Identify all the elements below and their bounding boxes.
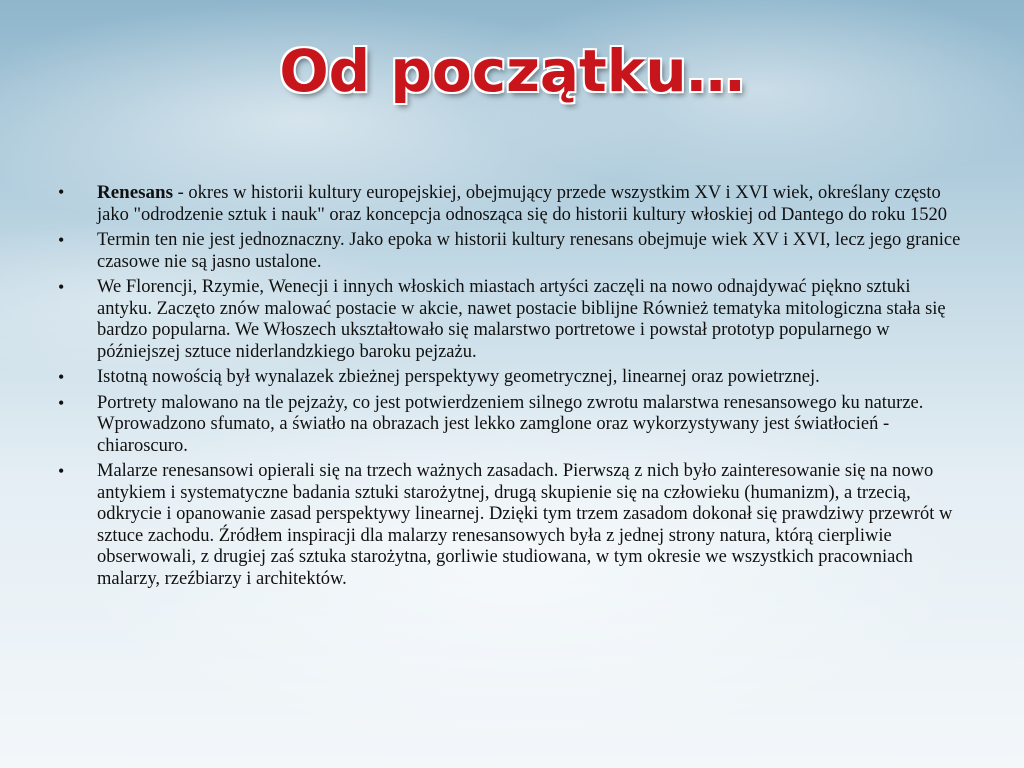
list-item-text: Malarze renesansowi opierali się na trzech ważnych zasadach. Pierwszą z nich było zainteresowanie się na nowo antykiem i systematyczne badania sztuki starożytnej, drugą skupienie się na człowieku (humanizm), a trzecią, odkrycie i opanowanie zasad perspektywy linearnej. Dzięki tym trzem zasadom dokonał się prawdziwy przewrót w sztuce zachodu. Źródłem inspiracji dla malarzy renesansowych była z jednej strony natura, którą cierpliwie obserwowali, z drugiej zaś sztuka starożytna, gorliwie studiowana, w tym okresie we wszystkich pracowniach malarzy, rzeźbiarzy i architektów.: [97, 461, 953, 589]
list-item-text: We Florencji, Rzymie, Wenecji i innych włoskich miastach artyści zaczęli na nowo odnajdywać piękno sztuki antyku. Zaczęto znów malować postacie w akcie, nawet postacie biblijne Również tematyka mitologiczna stała się bardzo popularna. We Włoszech ukształtowało się malarstwo portretowe i powstał prototyp popularnego w późniejszej sztuce niderlandzkiego baroku pejzażu.: [97, 277, 946, 362]
list-item-text: Termin ten nie jest jednoznaczny. Jako epoka w historii kultury renesans obejmuje wiek XV i XVI, lecz jego granice czasowe nie są jasno ustalone.: [97, 230, 961, 272]
list-item: [58, 367, 968, 389]
bullet-icon: •: [58, 182, 65, 202]
bullet-icon: •: [58, 230, 65, 250]
list-item-text: Portrety malowano na tle pejzaży, co jest potwierdzeniem silnego zwrotu malarstwa renesansowego ku naturze. Wprowadzono sfumato, a światło na obrazach jest lekko zamglone oraz wykorzystywany jest światłocień - chiaroscuro.: [97, 392, 924, 456]
list-item-text: Istotną nowością był wynalazek zbieżnej perspektywy geometrycznej, linearnej oraz powietrznej.: [97, 367, 820, 387]
bullet-icon: •: [58, 392, 65, 413]
slide-title: Od początku…: [279, 37, 745, 105]
list-item: [58, 230, 968, 273]
bullet-icon: •: [58, 461, 65, 481]
list-item: [58, 277, 968, 363]
bullet-list: [58, 182, 968, 594]
list-item: [58, 182, 968, 226]
bullet-icon: •: [58, 277, 65, 297]
list-item-text: - okres w historii kultury europejskiej, obejmujący przede wszystkim XV i XVI wiek, określany często jako "odrodzenie sztuk i nauk" oraz koncepcja odnosząca się do historii kultury włoskiej od Dantego do roku 1520: [97, 183, 947, 225]
list-item: [58, 461, 968, 590]
list-item: [58, 393, 968, 458]
bullet-icon: •: [58, 367, 65, 387]
term-renesans: Renesans: [97, 182, 174, 203]
